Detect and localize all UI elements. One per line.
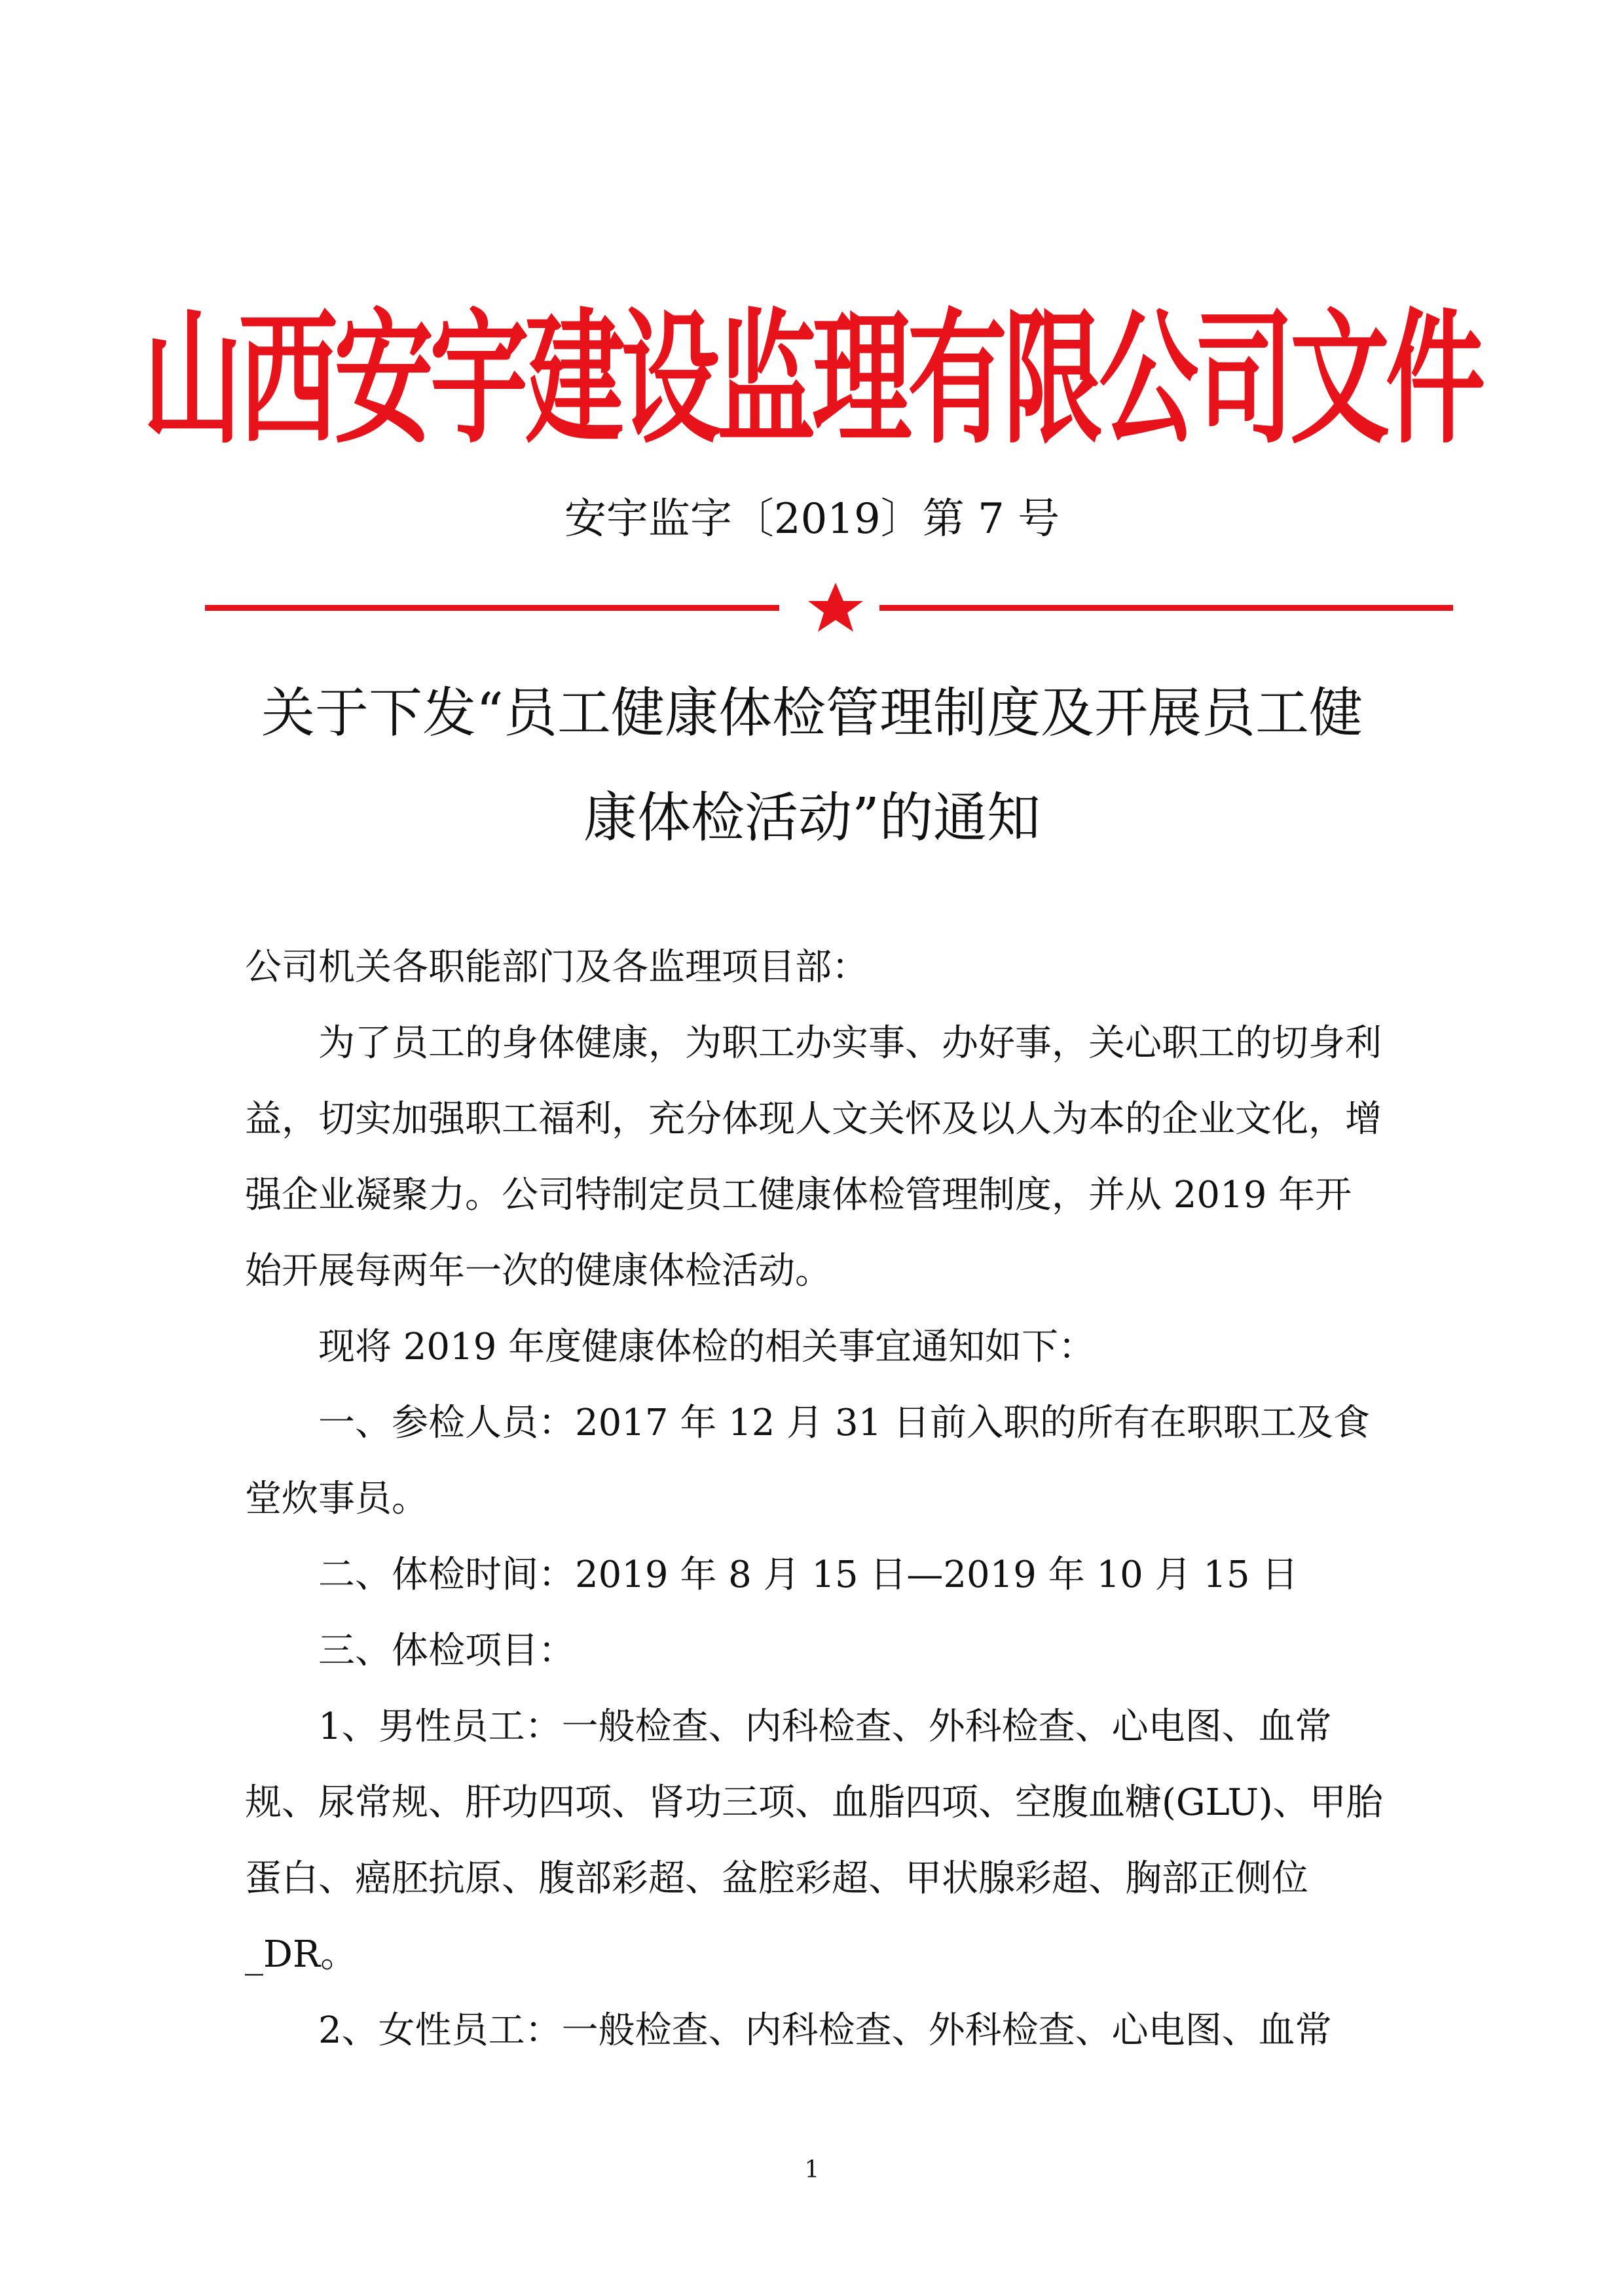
paragraph-exam-items-heading: 三、体检项目： <box>318 1630 575 1672</box>
company-document-header: 山西安宇建设监理有限公司文件 <box>143 295 1481 464</box>
paragraph-male-items: 1、男性员工：一般检查、内科检查、外科检查、心电图、血常规、尿常规、肝功四项、肾功三项、血脂四项、空腹血糖(GLU)、甲胎蛋白、癌胚抗原、腹部彩超、盆腔彩超、甲状腺彩超、胸部正侧位_DR。 <box>245 1705 1383 1976</box>
paragraph-intro: 现将 2019 年度健康体检的相关事宜通知如下： <box>318 1326 1096 1368</box>
paragraph-purpose: 为了员工的身体健康，为职工办实事、办好事，关心职工的切身利益，切实加强职工福利，充分体现人文关怀及以人为本的企业文化，增强企业凝聚力。公司特制定员工健康体检管理制度，并从 2019 年开始开展每两年一次的健康体检活动。 <box>245 1022 1382 1292</box>
page-number: 1 <box>804 2157 820 2183</box>
salutation: 公司机关各职能部门及各监理项目部： <box>245 946 868 989</box>
divider-line-left <box>205 605 779 611</box>
paragraph-female-items: 2、女性员工：一般检查、内科检查、外科检查、心电图、血常 <box>318 2009 1332 2052</box>
notice-title <box>196 661 1428 871</box>
notice-title-line-1: 关于下发“员工健康体检管理制度及开展员工健 <box>261 682 1363 744</box>
paragraph-participants: 一、参检人员：2017 年 12 月 31 日前入职的所有在职职工及食堂炊事员。 <box>245 1402 1371 1520</box>
paragraph-exam-period: 二、体检时间：2019 年 8 月 15 日—2019 年 10 月 15 日 <box>318 1554 1299 1596</box>
notice-title-line-2: 康体检活动”的通知 <box>583 787 1041 849</box>
star-icon <box>808 583 863 632</box>
divider-line-right <box>879 605 1453 611</box>
notice-body <box>245 930 1384 2069</box>
header-divider <box>205 576 1453 642</box>
document-number: 安宇监字〔2019〕第 7 号 <box>564 495 1060 543</box>
